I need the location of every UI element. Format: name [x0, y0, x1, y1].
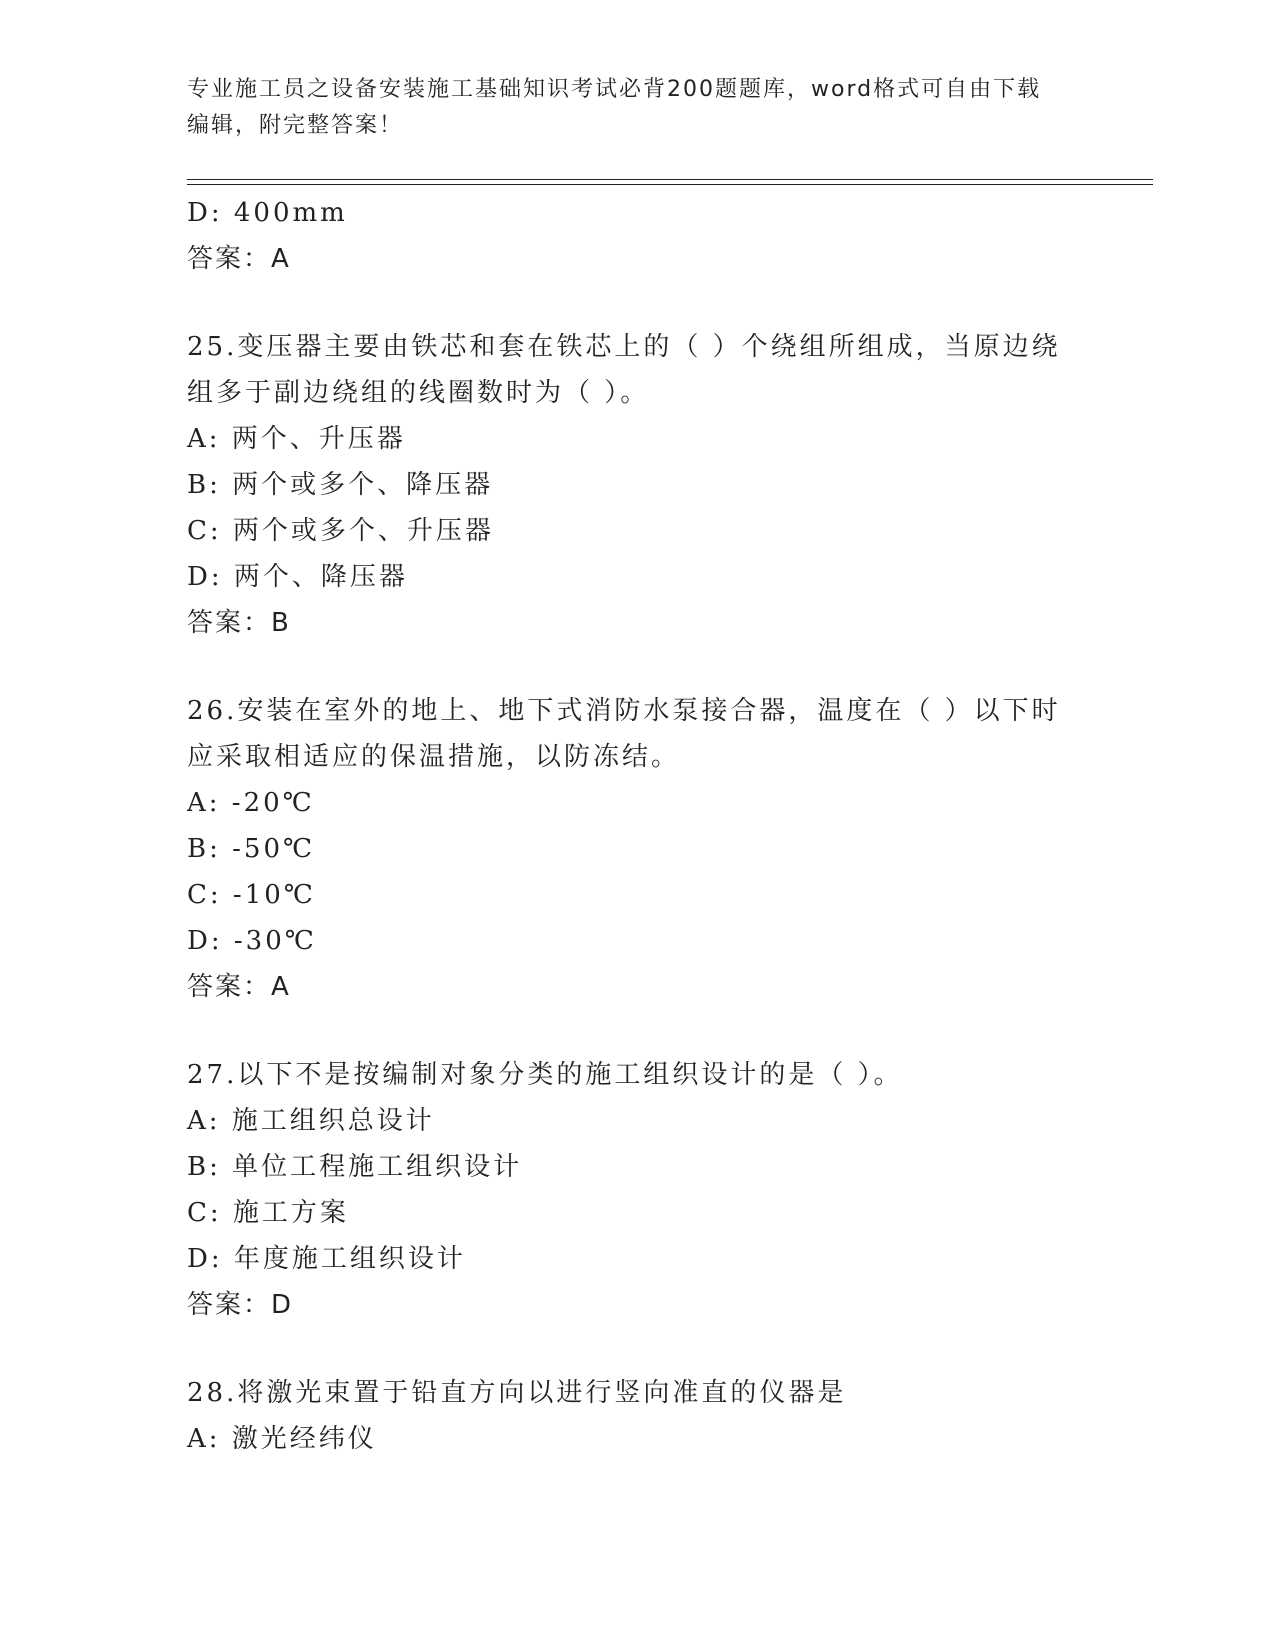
option-d: D: 年度施工组织设计: [187, 1244, 466, 1274]
option-b: B: 单位工程施工组织设计: [187, 1152, 523, 1182]
answer-line: 答案：B: [187, 608, 291, 638]
question-stem: 27.以下不是按编制对象分类的施工组织设计的是（ ）。: [187, 1060, 903, 1090]
question-25: [187, 324, 1067, 646]
question-stem-cont: 应采取相适应的保温措施，以防冻结。: [187, 742, 681, 772]
option-c: C: -10℃: [187, 880, 316, 910]
question-28: [187, 1370, 1067, 1462]
option-b: B: -50℃: [187, 834, 316, 864]
option-c: C: 施工方案: [187, 1198, 349, 1228]
question-list: [187, 190, 1067, 1462]
option-d: D: 两个、降压器: [187, 562, 408, 592]
header-line-1: 专业施工员之设备安装施工基础知识考试必背200题题库，word格式可自由下载: [187, 77, 1042, 102]
document-header: [187, 72, 1067, 144]
option-c: C: 两个或多个、升压器: [187, 516, 494, 546]
header-line-2: 编辑，附完整答案！: [187, 113, 404, 138]
option-a: A: 两个、升压器: [187, 424, 406, 454]
question-stem-cont: 组多于副边绕组的线圈数时为（ ）。: [187, 378, 650, 408]
option-a: A: -20℃: [187, 788, 315, 818]
question-26: [187, 688, 1067, 1010]
header-divider-top: [187, 179, 1153, 180]
option-a: A: 施工组织总设计: [187, 1106, 435, 1136]
question-stem: 28.将激光束置于铅直方向以进行竖向准直的仪器是: [187, 1378, 847, 1408]
option-d: D: 400mm: [187, 198, 348, 228]
answer-line: 答案：A: [187, 972, 291, 1002]
answer-line: 答案：A: [187, 244, 291, 274]
question-stem: 26.安装在室外的地上、地下式消防水泵接合器，温度在（ ）以下时: [187, 696, 1061, 726]
answer-line: 答案：D: [187, 1290, 294, 1320]
option-d: D: -30℃: [187, 926, 317, 956]
option-a: A: 激光经纬仪: [187, 1424, 377, 1454]
question-stem: 25.变压器主要由铁芯和套在铁芯上的（ ）个绕组所组成，当原边绕: [187, 332, 1061, 362]
option-b: B: 两个或多个、降压器: [187, 470, 494, 500]
header-divider-bottom: [187, 184, 1153, 185]
question-27: [187, 1052, 1067, 1328]
